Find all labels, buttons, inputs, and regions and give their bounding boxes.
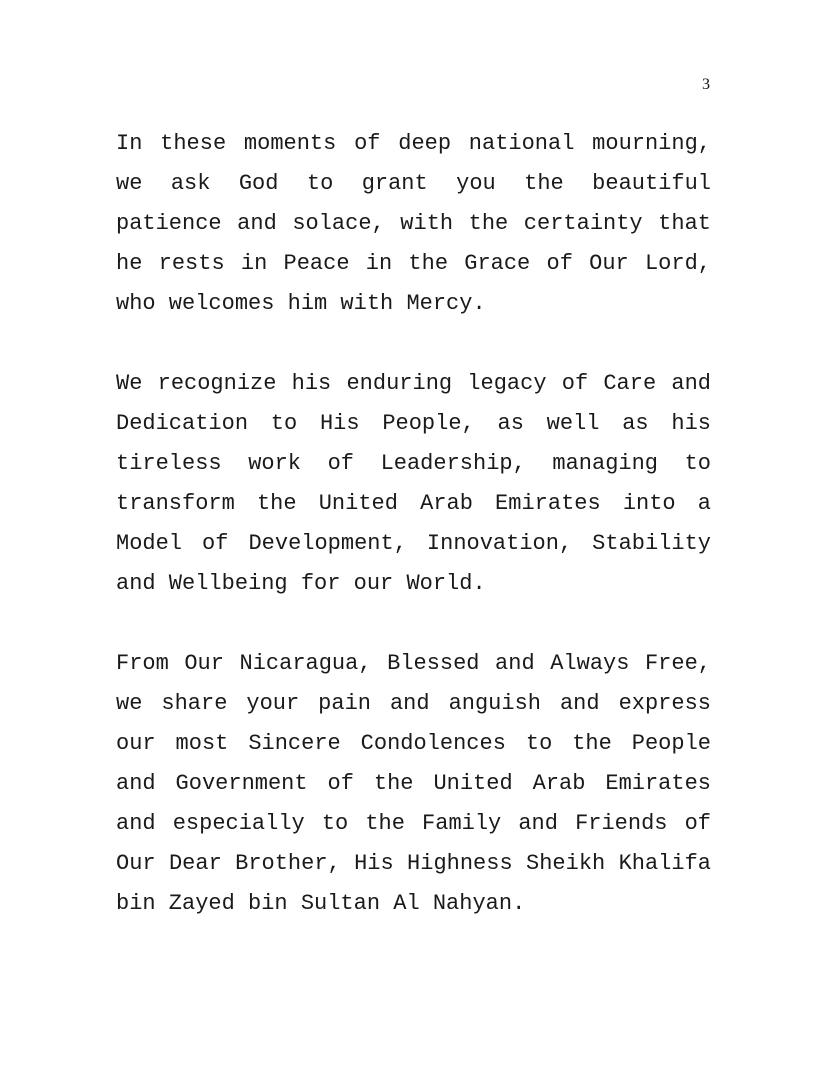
paragraph-legacy: We recognize his enduring legacy of Care and Dedication to His People, as well as his tireless work of Leadership, managing to transform the United Arab Emirates into a Model of Development, Innovation, Stability and Wellbeing for our World. [116,371,711,596]
page-number: 3 [702,76,710,93]
paragraph-mourning: In these moments of deep national mourning, we ask God to grant you the beautiful patience and solace, with the certainty that he rests in Peace in the Grace of Our Lord, who welcomes him with Mercy. [116,131,711,316]
paragraph-condolences: From Our Nicaragua, Blessed and Always Free, we share your pain and anguish and express our most Sincere Condolences to the People and Government of the United Arab Emirates and especially to the Family and Friends of Our Dear Brother, His Highness Sheikh Khalifa bin Zayed bin Sultan Al Nahyan. [116,651,711,916]
letter-body [116,124,711,964]
